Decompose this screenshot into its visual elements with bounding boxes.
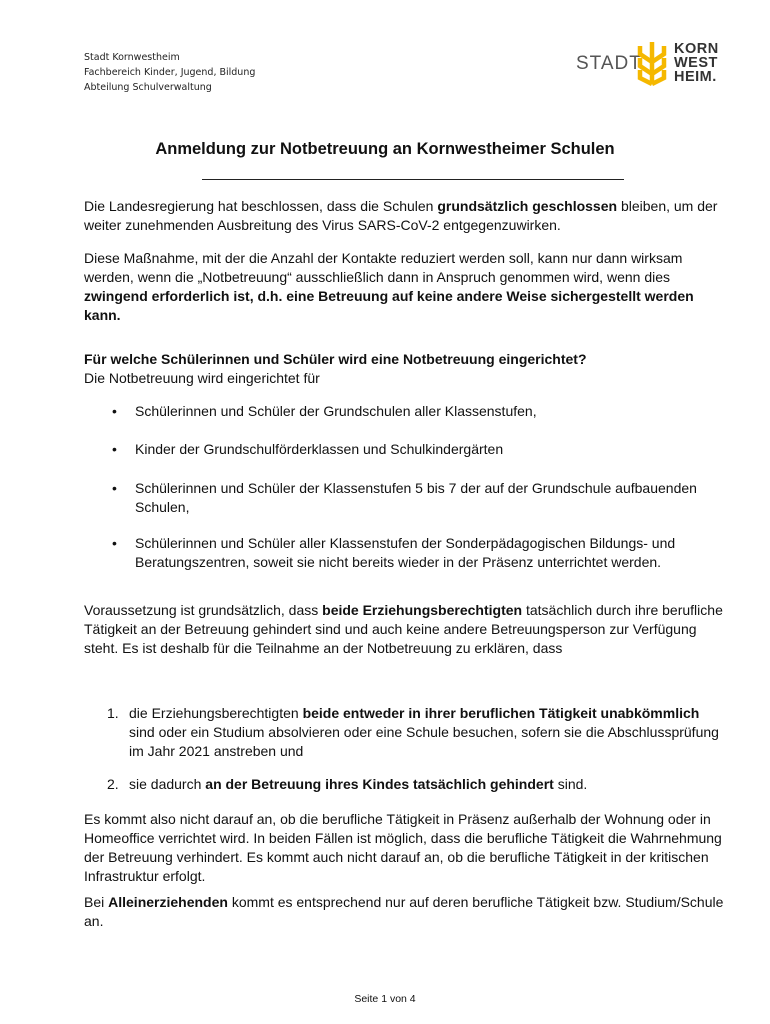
sender-line-city: Stadt Kornwestheim bbox=[84, 52, 180, 63]
bullet-icon: • bbox=[112, 441, 117, 457]
list-item bbox=[112, 534, 712, 572]
measure-paragraph: Diese Maßnahme, mit der die Anzahl der Kontakte reduziert werden soll, kann nur dann wirksam werden, wenn die „Notbetreuung“ ausschließlich dann in Anspruch genommen wird, wenn dies zwingend erforderlich ist, d.h. eine Betreuung auf keine andere Weise sichergestellt werden kann. bbox=[84, 250, 694, 323]
title-underline bbox=[202, 179, 624, 180]
sender-line-division: Abteilung Schulverwaltung bbox=[84, 82, 212, 93]
sender-line-department: Fachbereich Kinder, Jugend, Bildung bbox=[84, 67, 256, 78]
logo-wordmark bbox=[674, 42, 719, 84]
list-item-text: Schülerinnen und Schüler der Grundschulen aller Klassenstufen, bbox=[135, 403, 537, 419]
list-item bbox=[112, 440, 712, 459]
logo-word-west: WEST bbox=[674, 55, 718, 71]
wheat-emblem-icon bbox=[636, 40, 668, 86]
list-item-text: Schülerinnen und Schüler der Klassenstufen 5 bis 7 der auf der Grundschule aufbauenden Schulen, bbox=[135, 480, 697, 515]
city-logo bbox=[574, 40, 724, 88]
section-intro: Die Notbetreuung wird eingerichtet für bbox=[84, 370, 320, 386]
bullet-icon: • bbox=[112, 480, 117, 496]
section-heading: Für welche Schülerinnen und Schüler wird eine Notbetreuung eingerichtet? bbox=[84, 351, 587, 367]
numbered-item bbox=[107, 775, 727, 794]
clarification-paragraph: Es kommt also nicht darauf an, ob die berufliche Tätigkeit in Präsenz außerhalb der Wohnung oder in Homeoffice verrichtet wird. In beiden Fällen ist möglich, dass die berufliche Tätigkeit die Wahrnehmung der Betreuung verhindert. Es kommt auch nicht darauf an, ob die berufliche Tätigkeit in der kritischen Infrastruktur erfolgt. bbox=[84, 811, 722, 884]
intro-paragraph: Die Landesregierung hat beschlossen, dass die Schulen grundsätzlich geschlossen bleiben, um der weiter zunehmenden Ausbreitung des Virus SARS-CoV-2 entgegenzuwirken. bbox=[84, 198, 718, 233]
item-number: 2. bbox=[107, 776, 119, 792]
list-item bbox=[112, 402, 712, 421]
bullet-icon: • bbox=[112, 403, 117, 419]
logo-word-heim: HEIM. bbox=[674, 69, 717, 85]
numbered-item-text: sie dadurch an der Betreuung ihres Kindes tatsächlich gehindert sind. bbox=[129, 776, 588, 792]
list-item-text: Schülerinnen und Schüler aller Klassenstufen der Sonderpädagogischen Bildungs- und Beratungszentren, soweit sie nicht bereits wieder in der Präsenz unterrichtet werden. bbox=[135, 535, 676, 570]
bullet-icon: • bbox=[112, 535, 117, 551]
logo-word-korn: KORN bbox=[674, 41, 719, 57]
single-parent-paragraph: Bei Alleinerziehenden kommt es entsprechend nur auf deren berufliche Tätigkeit bzw. Studium/Schule an. bbox=[84, 894, 724, 929]
item-number: 1. bbox=[107, 705, 119, 721]
requirement-paragraph: Voraussetzung ist grundsätzlich, dass beide Erziehungsberechtigten tatsächlich durch ihre berufliche Tätigkeit an der Betreuung gehindert sind und auch keine andere Betreuungsperson zur Verfügung steht. Es ist deshalb für die Teilnahme an der Notbetreuung zu erklären, dass bbox=[84, 602, 723, 656]
document-title: Anmeldung zur Notbetreuung an Kornwestheimer Schulen bbox=[155, 140, 615, 158]
page-number: Seite 1 von 4 bbox=[354, 993, 416, 1005]
logo-stadt-text: STADT bbox=[576, 53, 642, 74]
list-item bbox=[112, 479, 712, 517]
sender-address bbox=[84, 50, 255, 95]
numbered-item bbox=[107, 704, 727, 761]
list-item-text: Kinder der Grundschulförderklassen und Schulkindergärten bbox=[135, 441, 504, 457]
numbered-item-text: die Erziehungsberechtigten beide entweder in ihrer beruflichen Tätigkeit unabkömmlich sind oder ein Studium absolvieren oder eine Schule besuchen, sofern sie die Abschlussprüfung im Jahr 2021 anstreben und bbox=[129, 705, 719, 759]
